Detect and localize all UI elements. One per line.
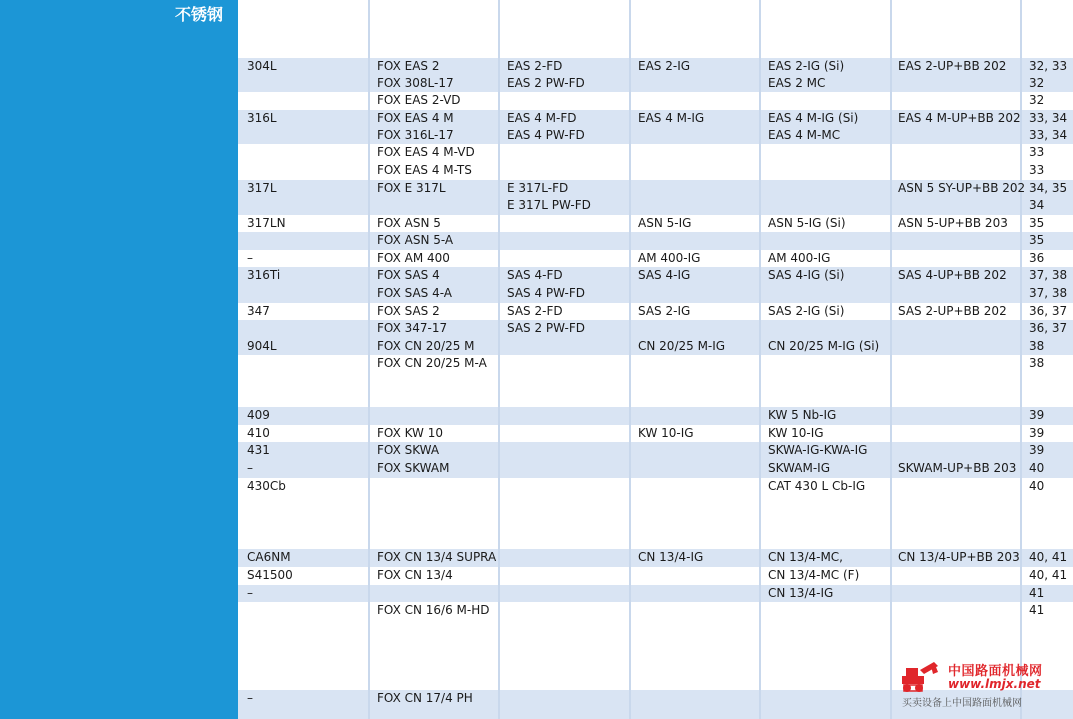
table-cell: 316L xyxy=(247,111,277,125)
table-cell: SAS 2 PW-FD xyxy=(507,321,586,335)
table-cell: CN 13/4-IG xyxy=(768,586,834,600)
table-cell: FOX AM 400 xyxy=(377,251,450,265)
table-cell: FOX SAS 4 xyxy=(377,268,440,282)
table-cell: 410 xyxy=(247,426,270,440)
table-cell: 40 xyxy=(1029,461,1045,475)
table-cell: – xyxy=(247,691,253,705)
table-cell: 39 xyxy=(1029,443,1045,457)
table-cell: SAS 2-UP+BB 202 xyxy=(898,304,1007,318)
table-cell: FOX 347-17 xyxy=(377,321,448,335)
table-cell: SKWAM-IG xyxy=(768,461,830,475)
table-cell: EAS 2-IG (Si) xyxy=(768,59,845,73)
table-cell: ASN 5-IG xyxy=(638,216,692,230)
table-cell: SAS 4 PW-FD xyxy=(507,286,586,300)
table-cell: SKWAM-UP+BB 203 xyxy=(898,461,1017,475)
table-cell: 36, 37 xyxy=(1029,304,1068,318)
table-cell: CN 13/4-MC (F) xyxy=(768,568,860,582)
table-cell: EAS 4 M-UP+BB 202 xyxy=(898,111,1021,125)
table-cell: EAS 4 PW-FD xyxy=(507,128,585,142)
table-cell: E 317L-FD xyxy=(507,181,569,195)
row-band xyxy=(238,92,1073,110)
table-cell: FOX 308L-17 xyxy=(377,76,454,90)
table-cell: 40 xyxy=(1029,479,1045,493)
table-cell: 38 xyxy=(1029,339,1045,353)
table-cell: 32 xyxy=(1029,76,1045,90)
watermark-url[interactable]: www.lmjx.net xyxy=(948,677,1041,691)
table-cell: 34 xyxy=(1029,198,1045,212)
table-cell: FOX ASN 5 xyxy=(377,216,441,230)
row-band xyxy=(238,567,1073,585)
table-cell: S41500 xyxy=(247,568,293,582)
row-band xyxy=(238,478,1073,549)
table-cell: 33, 34 xyxy=(1029,111,1068,125)
table-cell: 316Ti xyxy=(247,268,281,282)
table-cell: SAS 2-IG xyxy=(638,304,691,318)
table-cell: FOX EAS 4 M-TS xyxy=(377,163,472,177)
column-divider xyxy=(759,0,761,719)
table-cell: 317LN xyxy=(247,216,286,230)
column-divider xyxy=(368,0,370,719)
row-band xyxy=(238,355,1073,407)
table-cell: 35 xyxy=(1029,233,1045,247)
table-cell: 33 xyxy=(1029,145,1045,159)
table-cell: FOX CN 17/4 PH xyxy=(377,691,473,705)
row-band xyxy=(238,144,1073,180)
table-cell: 347 xyxy=(247,304,270,318)
table-cell: 409 xyxy=(247,408,270,422)
table-cell: EAS 2-UP+BB 202 xyxy=(898,59,1007,73)
table-cell: 39 xyxy=(1029,426,1045,440)
table-cell: 41 xyxy=(1029,603,1045,617)
table-cell: 33, 34 xyxy=(1029,128,1068,142)
table-cell: 35 xyxy=(1029,216,1045,230)
table-cell: EAS 2 PW-FD xyxy=(507,76,585,90)
table-cell: 431 xyxy=(247,443,270,457)
table-cell: EAS 4 M-FD xyxy=(507,111,577,125)
table-cell: CN 13/4-UP+BB 203 xyxy=(898,550,1020,564)
table-cell: SAS 4-UP+BB 202 xyxy=(898,268,1007,282)
column-divider xyxy=(498,0,500,719)
table-cell: FOX KW 10 xyxy=(377,426,444,440)
table-cell: FOX EAS 2 xyxy=(377,59,440,73)
table-cell: AM 400-IG xyxy=(638,251,701,265)
table-cell: – xyxy=(247,586,253,600)
table-cell: FOX EAS 4 M xyxy=(377,111,454,125)
table-cell: FOX CN 13/4 xyxy=(377,568,453,582)
table-cell: 430Cb xyxy=(247,479,286,493)
table-cell: ASN 5-IG (Si) xyxy=(768,216,846,230)
table-cell: – xyxy=(247,251,253,265)
table-cell: SAS 2-IG (Si) xyxy=(768,304,845,318)
table-cell: KW 5 Nb-IG xyxy=(768,408,837,422)
table-cell: SAS 2-FD xyxy=(507,304,563,318)
table-cell: SAS 4-FD xyxy=(507,268,563,282)
table-cell: 32 xyxy=(1029,93,1045,107)
table-cell: CN 20/25 M-IG xyxy=(638,339,726,353)
table-cell: FOX SKWA xyxy=(377,443,440,457)
column-divider xyxy=(890,0,892,719)
watermark xyxy=(900,658,1070,716)
table-cell: EAS 2 MC xyxy=(768,76,826,90)
table-cell: 37, 38 xyxy=(1029,268,1068,282)
table-cell: – xyxy=(247,461,253,475)
table-cell: FOX SKWAM xyxy=(377,461,450,475)
table-cell: 317L xyxy=(247,181,277,195)
table-cell: KW 10-IG xyxy=(768,426,824,440)
table-cell: FOX CN 20/25 M xyxy=(377,339,475,353)
column-divider xyxy=(629,0,631,719)
table-cell: 39 xyxy=(1029,408,1045,422)
table-cell: SAS 4-IG xyxy=(638,268,691,282)
watermark-site-name: 中国路面机械网 xyxy=(948,664,1043,679)
table-cell: CN 13/4-IG xyxy=(638,550,704,564)
table-cell: 33 xyxy=(1029,163,1045,177)
table-cell: SAS 4-IG (Si) xyxy=(768,268,845,282)
section-title: 不锈钢 xyxy=(175,5,224,24)
table-cell: 37, 38 xyxy=(1029,286,1068,300)
table-cell: SKWA-IG-KWA-IG xyxy=(768,443,868,457)
watermark-tagline: 买卖设备上中国路面机械网 xyxy=(902,698,1022,709)
table-cell: FOX SAS 2 xyxy=(377,304,440,318)
table-cell: KW 10-IG xyxy=(638,426,694,440)
product-table xyxy=(238,0,1073,719)
table-cell: FOX CN 13/4 SUPRA xyxy=(377,550,497,564)
table-cell: FOX EAS 2-VD xyxy=(377,93,461,107)
table-cell: EAS 4 M-IG (Si) xyxy=(768,111,859,125)
table-cell: CN 20/25 M-IG (Si) xyxy=(768,339,880,353)
table-cell: 36, 37 xyxy=(1029,321,1068,335)
table-cell: 304L xyxy=(247,59,277,73)
category-sidebar xyxy=(0,0,238,719)
table-cell: 36 xyxy=(1029,251,1045,265)
table-cell: EAS 2-IG xyxy=(638,59,691,73)
table-cell: FOX SAS 4-A xyxy=(377,286,453,300)
table-cell: 38 xyxy=(1029,356,1045,370)
row-band xyxy=(238,0,1073,58)
table-cell: ASN 5 SY-UP+BB 202 xyxy=(898,181,1026,195)
table-cell: 41 xyxy=(1029,586,1045,600)
table-cell: CN 13/4-MC, xyxy=(768,550,843,564)
table-cell: FOX EAS 4 M-VD xyxy=(377,145,475,159)
column-divider xyxy=(1020,0,1022,719)
table-cell: ASN 5-UP+BB 203 xyxy=(898,216,1008,230)
table-cell: FOX CN 20/25 M-A xyxy=(377,356,487,370)
table-cell: E 317L PW-FD xyxy=(507,198,591,212)
table-cell: FOX 316L-17 xyxy=(377,128,454,142)
table-cell: 32, 33 xyxy=(1029,59,1068,73)
table-cell: FOX CN 16/6 M-HD xyxy=(377,603,490,617)
table-cell: EAS 4 M-IG xyxy=(638,111,705,125)
table-cell: 904L xyxy=(247,339,277,353)
table-cell: EAS 4 M-MC xyxy=(768,128,841,142)
table-cell: AM 400-IG xyxy=(768,251,831,265)
table-cell: EAS 2-FD xyxy=(507,59,563,73)
excavator-logo-icon xyxy=(900,658,940,696)
table-cell: 34, 35 xyxy=(1029,181,1068,195)
table-cell: CA6NM xyxy=(247,550,291,564)
table-cell: 40, 41 xyxy=(1029,550,1068,564)
table-cell: 40, 41 xyxy=(1029,568,1068,582)
table-cell: CAT 430 L Cb-IG xyxy=(768,479,866,493)
table-cell: FOX E 317L xyxy=(377,181,446,195)
table-cell: FOX ASN 5-A xyxy=(377,233,454,247)
